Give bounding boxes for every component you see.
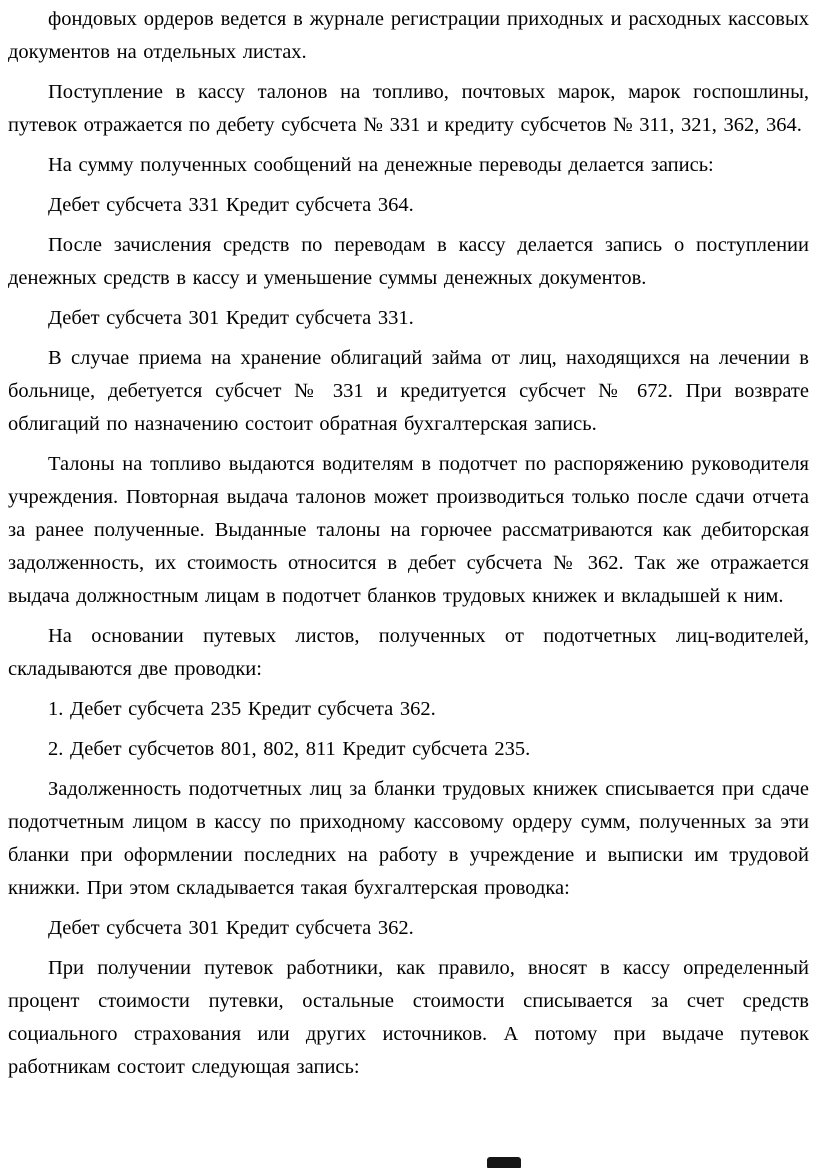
paragraph: Дебет субсчета 301 Кредит субсчета 362. bbox=[48, 917, 414, 939]
paragraph: фондовых ордеров ведется в журнале регистрации приходных и расходных кассовых документов на отдельных листах. bbox=[8, 8, 809, 63]
paragraph: Дебет субсчета 301 Кредит субсчета 331. bbox=[48, 307, 414, 329]
paragraph: В случае приема на хранение облигаций займа от лиц, находящихся на лечении в больнице, дебетуется субсчет № 331 и кредитуется субсчет № 672. При возврате облигаций по назначению состоит обратная бухгалтерская запись. bbox=[8, 347, 809, 435]
paragraph: После зачисления средств по переводам в кассу делается запись о поступлении денежных средств в кассу и уменьшение суммы денежных документов. bbox=[8, 234, 809, 289]
ink-smudge-artifact bbox=[487, 1157, 521, 1168]
paragraph: Талоны на топливо выдаются водителям в подотчет по распоряжению руководителя учреждения. Повторная выдача талонов может производиться только после сдачи отчета за ранее полученные. Выданные талоны на горючее рассматриваются как дебиторская задолженность, их стоимость относится в дебет субсчета № 362. Так же отражается выдача должностным лицам в подотчет бланков трудовых книжек и вкладышей к ним. bbox=[8, 453, 809, 607]
paragraph: На основании путевых листов, полученных от подотчетных лиц-водителей, складываются две проводки: bbox=[8, 625, 809, 680]
paragraph: Дебет субсчета 331 Кредит субсчета 364. bbox=[48, 194, 414, 216]
paragraph: 1. Дебет субсчета 235 Кредит субсчета 362. bbox=[48, 698, 436, 720]
paragraph: Задолженность подотчетных лиц за бланки трудовых книжек списывается при сдаче подотчетным лицом в кассу по приходному кассовому ордеру сумм, полученных за эти бланки при оформлении последних на работу в учреждение и выписки им трудовой книжки. При этом складывается такая бухгалтерская проводка: bbox=[8, 778, 809, 899]
paragraph: Поступление в кассу талонов на топливо, почтовых марок, марок госпошлины, путевок отражается по дебету субсчета № 331 и кредиту субсчетов № 311, 321, 362, 364. bbox=[8, 81, 809, 136]
paragraph: При получении путевок работники, как правило, вносят в кассу определенный процент стоимости путевки, остальные стоимости списывается за счет средств социального страхования или других источников. А потому при выдаче путевок работникам состоит следующая запись: bbox=[8, 957, 809, 1078]
document-body bbox=[8, 3, 809, 1084]
paragraph: 2. Дебет субсчетов 801, 802, 811 Кредит субсчета 235. bbox=[48, 738, 531, 760]
paragraph: На сумму полученных сообщений на денежные переводы делается запись: bbox=[48, 154, 714, 176]
